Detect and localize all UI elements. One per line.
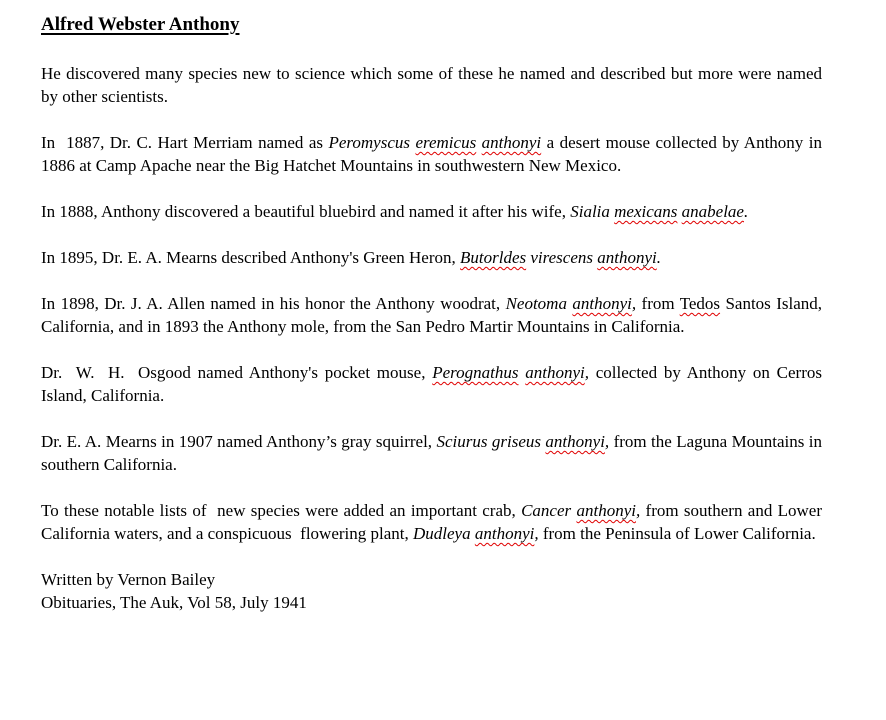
document-body [41, 62, 827, 545]
paragraph [41, 499, 827, 545]
text-run: Peromyscus [328, 133, 416, 152]
footer-source-line: Obituaries, The Auk, Vol 58, July 1941 [41, 593, 307, 612]
text-run: In 1895, Dr. E. A. Mearns described Anthony's Green Heron, [41, 248, 461, 267]
text-run: from southern and Lower California waters, and a conspicuous flowering plant, [41, 501, 827, 543]
text-run-misspelled: anthonyi [474, 524, 535, 543]
text-run-misspelled: anthonyi [481, 133, 542, 152]
text-run: collected by Anthony on Cerros Island, California. [41, 363, 827, 405]
paragraph [41, 361, 827, 407]
text-run: Dr. W. H. Osgood named Anthony's pocket mouse, [41, 363, 433, 382]
text-run: In 1887, Dr. C. Hart Merriam named as [41, 133, 329, 152]
text-run: Sciurus griseus [436, 432, 546, 451]
text-run: Cancer [521, 501, 577, 520]
paragraph [41, 430, 827, 476]
text-run-misspelled: anthonyi [597, 248, 657, 267]
text-run-misspelled: Tedos [679, 294, 721, 313]
text-run: , [604, 432, 610, 451]
paragraph [41, 131, 827, 177]
text-run: Santos Island, California, and in 1893 the Anthony mole, from the San Pedro Martir Mountains in California. [41, 294, 827, 336]
text-run: To these notable lists of new species were added an important crab, [41, 501, 522, 520]
text-run: He discovered many species new to science which some of these he named and described but more were named by other scientists. [41, 64, 827, 106]
text-run-misspelled: mexicans [614, 202, 678, 221]
text-run: from [636, 294, 680, 313]
document-footer [41, 568, 822, 614]
text-run-misspelled: anabelae [681, 202, 744, 221]
text-run: Sialia [570, 202, 615, 221]
text-run: Dudleya [413, 524, 475, 543]
paragraph [41, 200, 822, 223]
text-run: , [534, 524, 539, 543]
text-run: . [656, 248, 661, 267]
text-run-misspelled: anthonyi [572, 294, 632, 313]
paragraph [41, 62, 827, 108]
text-run-misspelled: anthonyi [545, 432, 605, 451]
text-run: . [743, 202, 749, 221]
text-run: from the Laguna Mountains in southern California. [41, 432, 827, 474]
footer-author-line: Written by Vernon Bailey [41, 570, 216, 589]
text-run-misspelled: anthonyi [525, 363, 585, 382]
text-run: In 1898, Dr. J. A. Allen named in his honor the Anthony woodrat, [41, 294, 506, 313]
text-run: In 1888, Anthony discovered a beautiful bluebird and named it after his wife, [41, 202, 571, 221]
text-run-misspelled: Perognathus [432, 363, 519, 382]
document-title: Alfred Webster Anthony [41, 14, 240, 35]
text-run: from the Peninsula of Lower California. [538, 524, 816, 543]
text-run-misspelled: Butorldes [460, 248, 527, 267]
text-run: , [584, 363, 589, 382]
text-run: a desert mouse collected by Anthony in 1886 at Camp Apache near the Big Hatchet Mountains in southwestern New Mexico. [41, 133, 827, 175]
text-run-misspelled: eremicus [415, 133, 477, 152]
text-run: virescens [526, 248, 598, 267]
text-run: , [631, 294, 637, 313]
text-run: Dr. E. A. Mearns in 1907 named Anthony’s gray squirrel, [41, 432, 437, 451]
text-run: , [635, 501, 641, 520]
text-run-misspelled: anthonyi [576, 501, 636, 520]
paragraph [41, 246, 822, 269]
paragraph [41, 292, 827, 338]
text-run: Neotoma [505, 294, 573, 313]
